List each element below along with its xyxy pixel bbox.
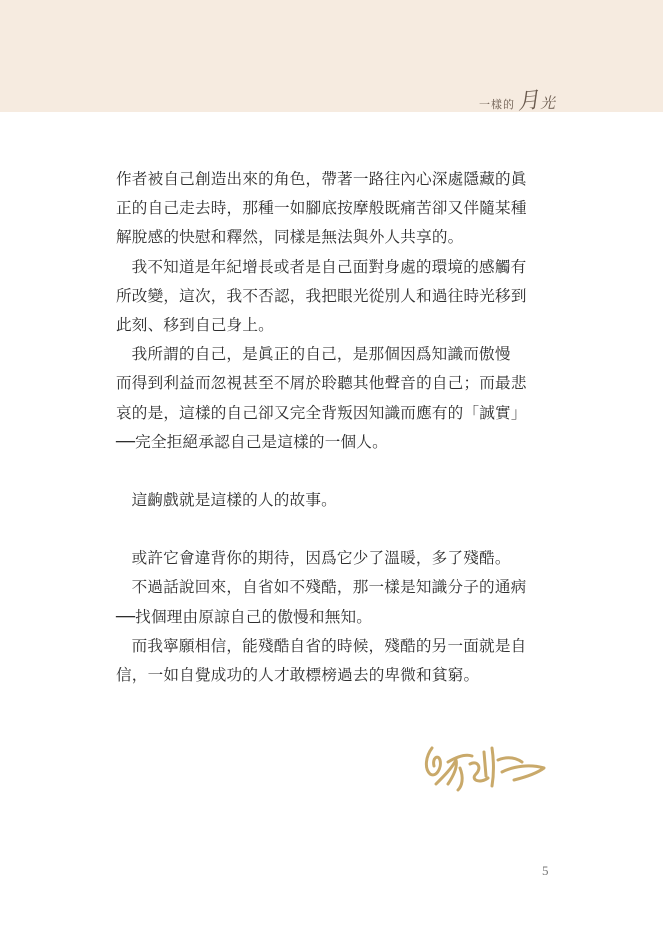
body-text [116, 165, 556, 690]
paragraph-line: ──找個理由原諒自己的傲慢和無知。 [116, 607, 373, 626]
paragraph-line: 作者被自己創造出來的角色，帶著一路往內心深處隱藏的眞 [116, 170, 527, 188]
signature-icon [418, 738, 558, 798]
paragraph-line: 正的自己走去時，那種一如腳底按摩般既痛苦卻又伴隨某種 [116, 199, 527, 218]
paragraph-line: 這齣戲就是這樣的人的故事。 [131, 491, 337, 510]
running-head-title [479, 84, 555, 115]
paragraph-line: ──完全拒絕承認自己是這樣的一個人。 [116, 432, 388, 451]
paragraph-line: 所改變，這次，我不否認，我把眼光從別人和過往時光移到 [116, 286, 527, 305]
running-head-light: 光 [539, 94, 555, 112]
paragraph-gap [116, 515, 556, 544]
paragraph-line: 而我寧願相信，能殘酷自省的時候，殘酷的另一面就是自 [131, 636, 527, 655]
paragraph-gap [116, 457, 556, 486]
paragraph-line: 我不知道是年紀增長或者是自己面對身處的環境的感觸有 [131, 257, 527, 276]
paragraph-line: 而得到利益而忽視甚至不屑於聆聽其他聲音的自己；而最悲 [116, 374, 527, 393]
paragraph-line: 不過話說回來，自省如不殘酷，那一樣是知識分子的通病 [131, 578, 527, 597]
paragraph-line: 我所謂的自己，是眞正的自己，是那個因爲知識而傲慢 [131, 345, 511, 364]
running-head-small: 一樣的 [478, 98, 515, 111]
header-band [0, 0, 663, 112]
paragraph-line: 或許它會違背你的期待，因爲它少了溫暖，多了殘酷。 [131, 549, 511, 568]
paragraph-line: 此刻、移到自己身上。 [116, 316, 274, 335]
page-number: 5 [542, 863, 549, 878]
paragraph-line: 解脫感的快慰和釋然，同樣是無法與外人共享的。 [116, 228, 464, 247]
paragraph-line: 信，一如自覺成功的人才敢標榜過去的卑微和貧窮。 [116, 666, 480, 685]
paragraph-line: 哀的是，這樣的自己卻又完全背叛因知識而應有的「誠實」 [116, 403, 527, 422]
running-head-moon: 月 [515, 87, 541, 116]
